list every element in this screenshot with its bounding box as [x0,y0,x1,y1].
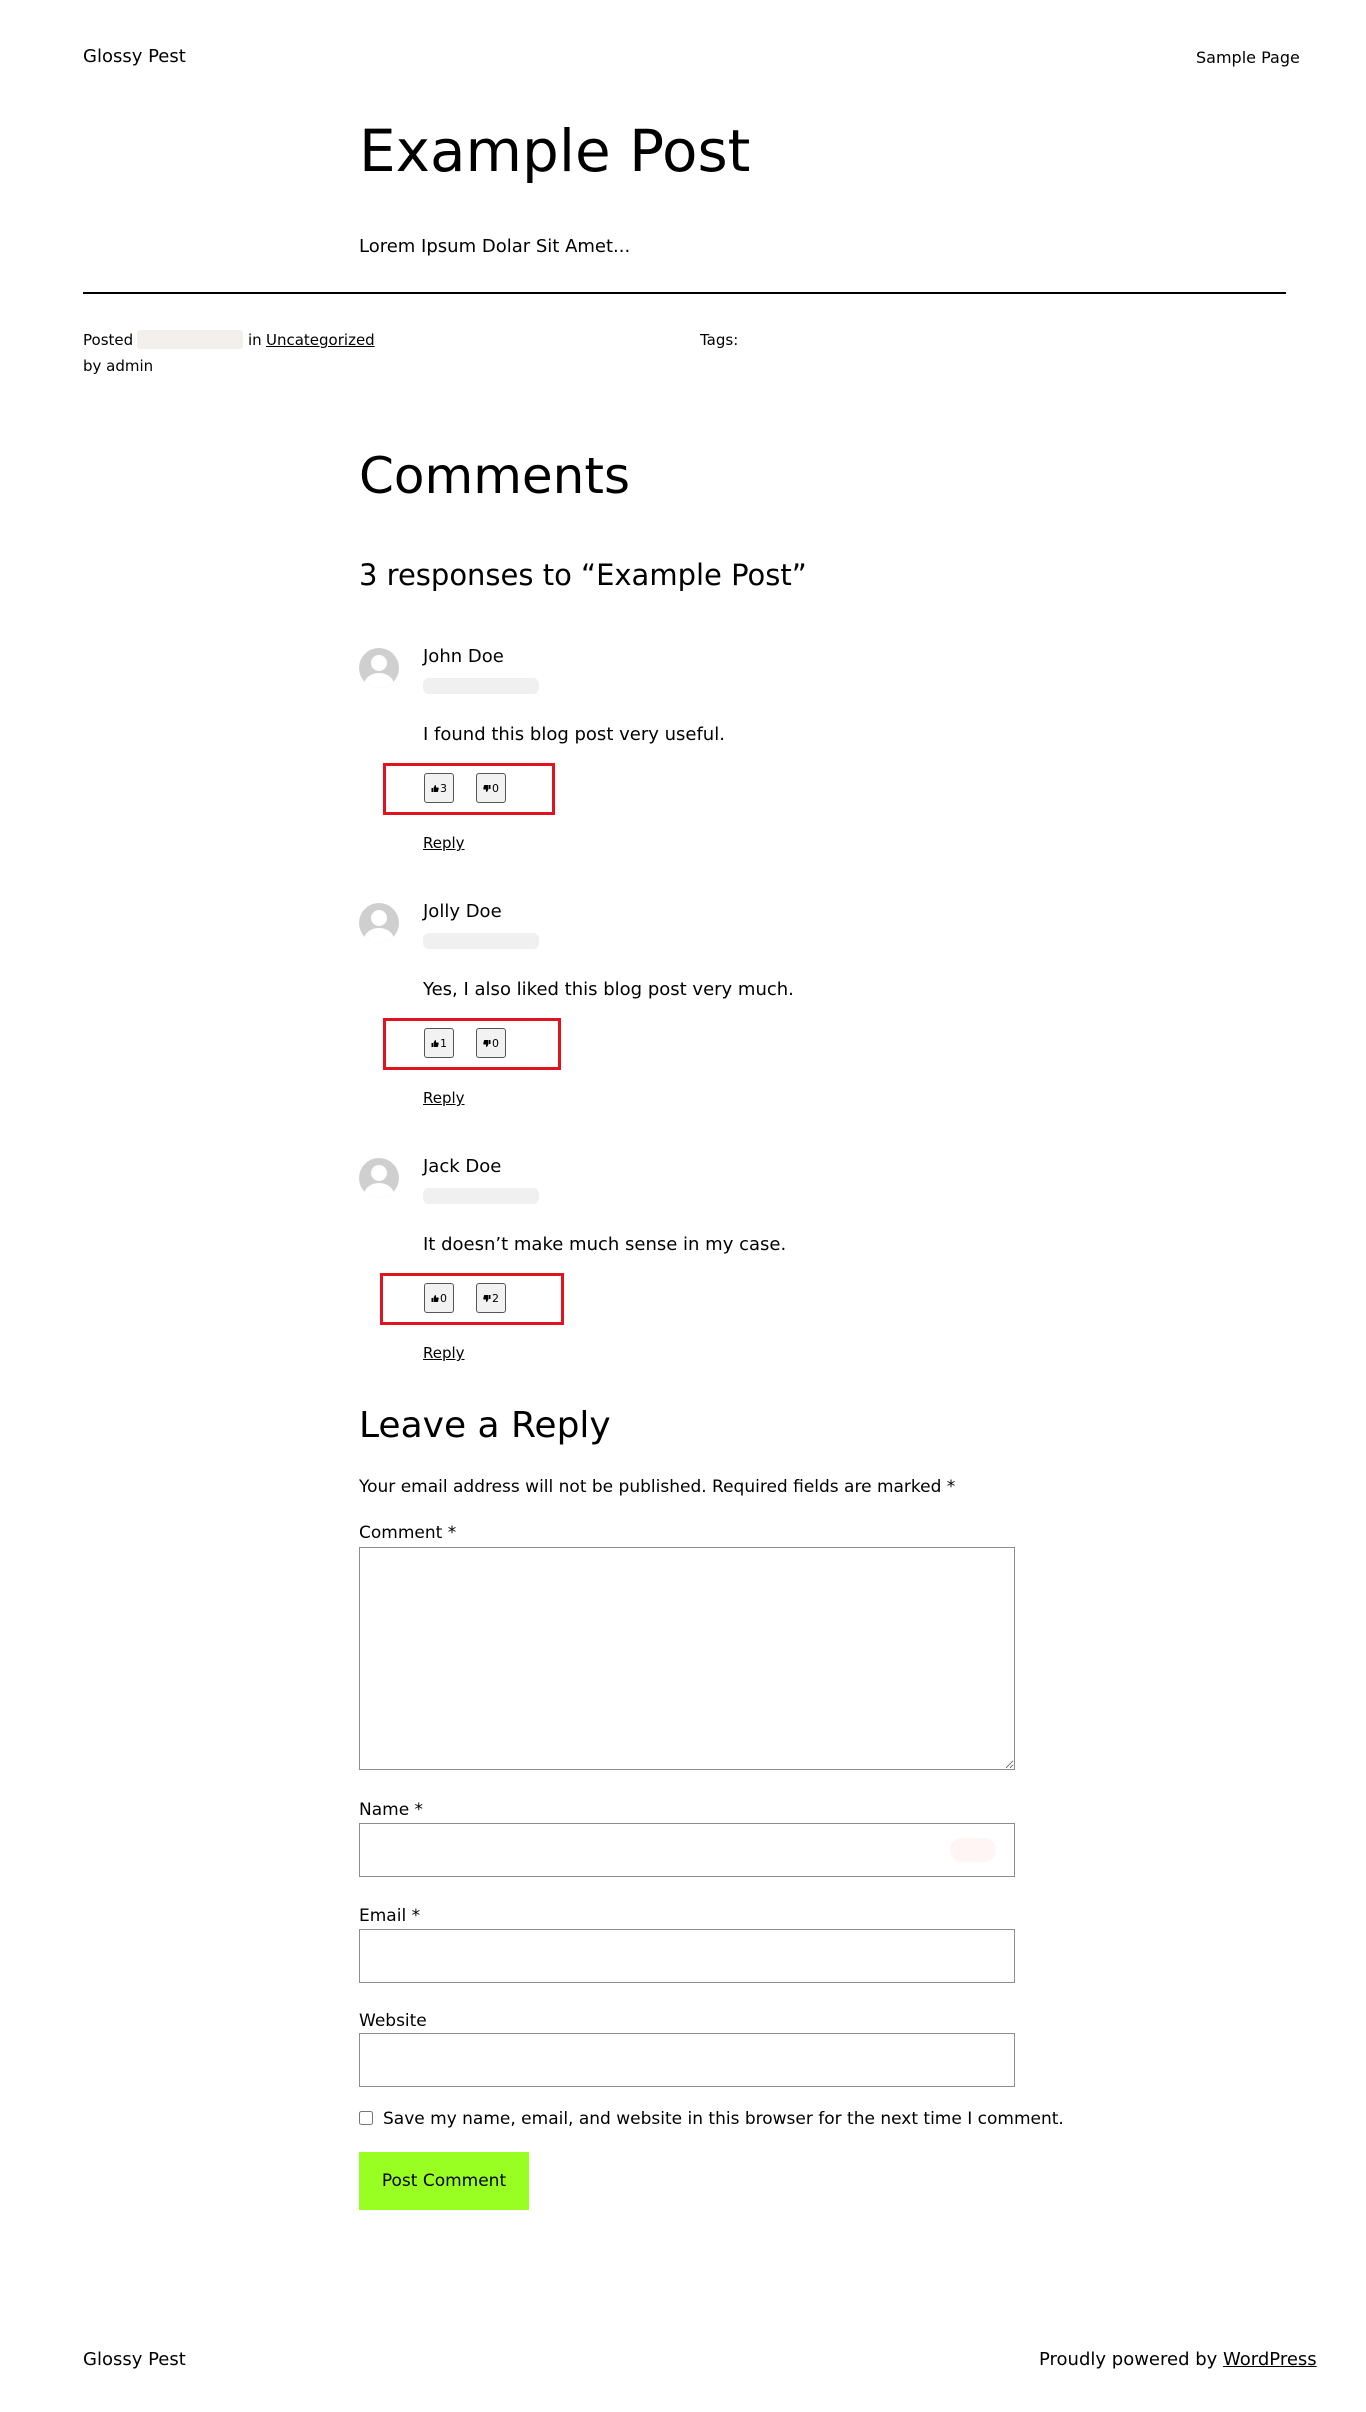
post-comment-button[interactable]: Post Comment [359,2152,529,2210]
comment-item [359,1150,1059,1390]
save-info-label[interactable]: Save my name, email, and website in this browser for the next time I comment. [383,2109,1064,2129]
email-label: Email * [359,1906,421,1926]
reply-link[interactable]: Reply [423,1089,465,1107]
save-info-checkbox[interactable] [359,2111,373,2125]
reply-link[interactable]: Reply [423,1344,465,1362]
name-input[interactable] [359,1823,1015,1877]
comment-label: Comment * [359,1523,457,1543]
like-button[interactable] [424,773,454,803]
comment-date-blurred [423,933,539,949]
avatar-icon [359,1158,399,1198]
nav-sample-page[interactable]: Sample Page [1196,48,1300,67]
comment-text: I found this blog post very useful. [423,724,725,745]
post-separator [83,292,1286,294]
comments-title: Comments [359,447,631,505]
thumbs-down-icon [483,1292,491,1305]
dislike-count: 0 [492,781,499,795]
thumbs-up-icon [431,1037,439,1050]
vote-highlight-box [383,1018,561,1070]
post-title: Example Post [359,117,751,185]
comment-author: Jack Doe [423,1156,502,1177]
thumbs-up-icon [431,1292,439,1305]
comment-item [359,895,1059,1135]
meta-date-blurred [137,330,243,349]
responses-title: 3 responses to “Example Post” [359,558,807,592]
leave-reply-title: Leave a Reply [359,1405,611,1446]
meta-in-label: in [248,331,262,349]
like-count: 0 [440,1291,447,1305]
footer-powered-by [1039,2349,1317,2370]
thumbs-down-icon [483,1037,491,1050]
avatar-icon [359,903,399,943]
dislike-button[interactable] [476,1028,506,1058]
like-count: 1 [440,1036,447,1050]
dislike-count: 0 [492,1036,499,1050]
dislike-count: 2 [492,1291,499,1305]
like-count: 3 [440,781,447,795]
comment-textarea[interactable] [359,1547,1015,1770]
meta-posted-label: Posted [83,331,134,349]
site-title[interactable]: Glossy Pest [83,46,186,67]
comment-date-blurred [423,1188,539,1204]
meta-tags-label: Tags: [700,331,739,349]
avatar-icon [359,648,399,688]
reply-link[interactable]: Reply [423,834,465,852]
dislike-button[interactable] [476,773,506,803]
category-link[interactable]: Uncategorized [266,331,375,349]
post-excerpt: Lorem Ipsum Dolar Sit Amet... [359,236,631,257]
website-label: Website [359,2011,427,2031]
thumbs-down-icon [483,782,491,795]
email-input[interactable] [359,1929,1015,1983]
footer-site-title[interactable]: Glossy Pest [83,2349,186,2370]
wordpress-link[interactable]: WordPress [1223,2349,1317,2370]
comment-author: John Doe [423,646,504,667]
comment-text: Yes, I also liked this blog post very much. [423,979,794,1000]
dislike-button[interactable] [476,1283,506,1313]
website-input[interactable] [359,2033,1015,2087]
meta-author: by admin [83,357,154,375]
vote-highlight-box [383,763,555,815]
comment-item [359,640,1059,880]
like-button[interactable] [424,1283,454,1313]
like-button[interactable] [424,1028,454,1058]
name-label: Name * [359,1800,424,1820]
autofill-indicator [950,1838,996,1862]
thumbs-up-icon [431,782,439,795]
vote-highlight-box [380,1273,564,1325]
comment-author: Jolly Doe [423,901,502,922]
powered-prefix: Proudly powered by [1039,2349,1224,2370]
comment-text: It doesn’t make much sense in my case. [423,1234,787,1255]
required-fields-note: Your email address will not be published. Required fields are marked * [359,1477,956,1497]
comment-date-blurred [423,678,539,694]
